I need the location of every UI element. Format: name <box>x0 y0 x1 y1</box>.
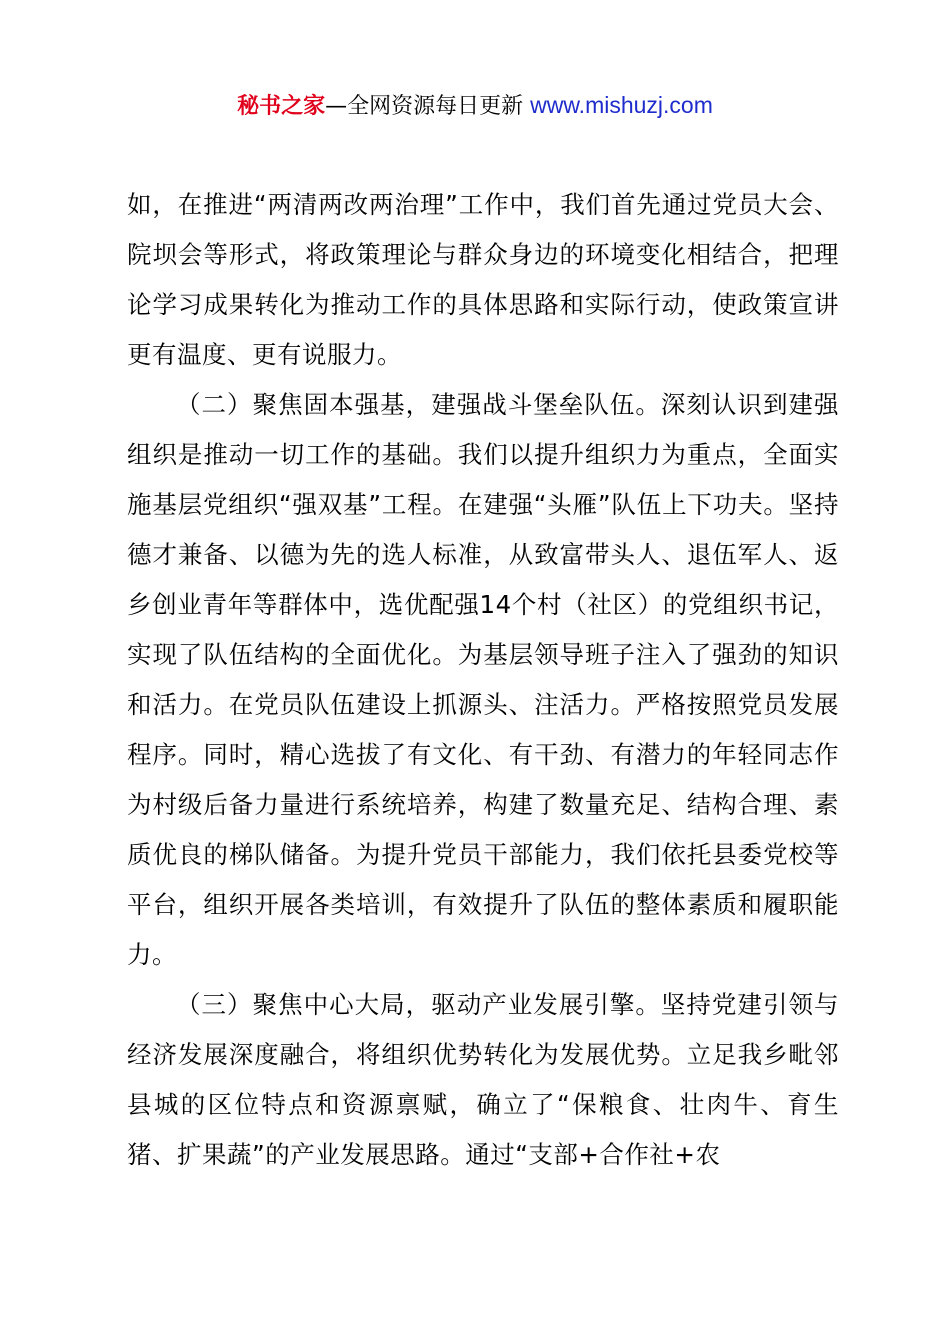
brand-name: 秘书之家 <box>237 94 326 119</box>
page-header <box>0 88 950 124</box>
document-body <box>127 180 839 1180</box>
paragraph-continued: 如，在推进“两清两改两治理”工作中，我们首先通过党员大会、院坝会等形式，将政策理论与群众身边的环境变化相结合，把理论学习成果转化为推动工作的具体思路和实际行动，使政策宣讲更有温度、更有说服力。 <box>127 190 839 369</box>
paragraph-section-3: （三）聚焦中心大局，驱动产业发展引擎。坚持党建引领与经济发展深度融合，将组织优势转化为发展优势。立足我乡毗邻县城的区位特点和资源禀赋，确立了“保粮食、壮肉牛、育生猪、扩果蔬”的产业发展思路。通过“支部+合作社+农 <box>127 990 839 1169</box>
website-link[interactable]: www.mishuzj.com <box>530 92 713 118</box>
paragraph-section-2: （二）聚焦固本强基，建强战斗堡垒队伍。深刻认识到建强组织是推动一切工作的基础。我们以提升组织力为重点，全面实施基层党组织“强双基”工程。在建强“头雁”队伍上下功夫。坚持德才兼备、以德为先的选人标准，从致富带头人、退伍军人、返乡创业青年等群体中，选优配强14个村（社区）的党组织书记，实现了队伍结构的全面优化。为基层领导班子注入了强劲的知识和活力。在党员队伍建设上抓源头、注活力。严格按照党员发展程序。同时，精心选拔了有文化、有干劲、有潜力的年轻同志作为村级后备力量进行系统培养，构建了数量充足、结构合理、素质优良的梯队储备。为提升党员干部能力，我们依托县委党校等平台，组织开展各类培训，有效提升了队伍的整体素质和履职能力。 <box>127 390 839 969</box>
header-tagline: —全网资源每日更新 <box>325 94 524 119</box>
